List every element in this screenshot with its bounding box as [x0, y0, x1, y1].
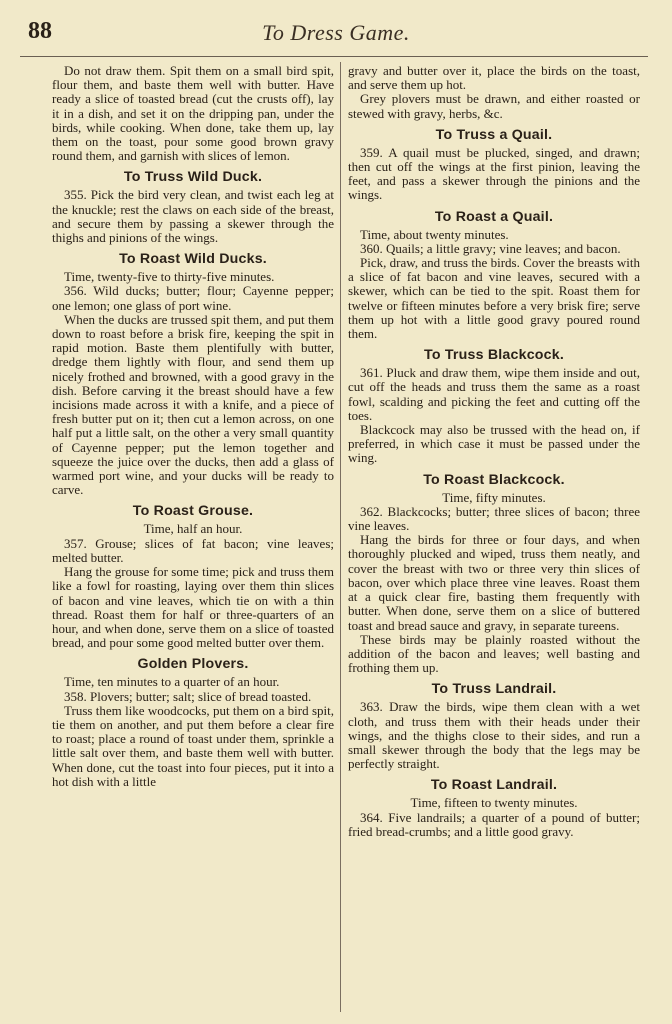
- header-rule: [20, 56, 648, 57]
- time-blackcock: Time, fifty minutes.: [442, 489, 546, 505]
- recipe-360-method: Pick, draw, and truss the birds. Cover the breasts with a slice of fat bacon and vine leaves, secured with a skewer, which can be tied to the spit. Roast them for twelve or fifteen minutes before a very brisk fire; serve them up hot with a little good gravy poured round them.: [348, 255, 640, 342]
- paragraph-intro: Do not draw them. Spit them on a small bird spit, flour them, and baste them well with butter. Have ready a slice of toasted bread (cut the crusts off), lay it in a dish, and set it on the dripping pan, under the birds, while cooking. When done, take them up, lay them on the toast, pour some good brown gravy round them, and garnish with slices of lemon.: [52, 63, 334, 164]
- heading-truss-wild-duck: To Truss Wild Duck.: [123, 169, 263, 186]
- time-quail: Time, about twenty minutes.: [360, 226, 509, 242]
- heading-roast-landrail: To Roast Landrail.: [430, 777, 558, 794]
- recipe-356: 356. Wild ducks; butter; flour; Cayenne pepper; one lemon; one glass of port wine.: [52, 283, 334, 313]
- heading-truss-quail: To Truss a Quail.: [435, 126, 553, 143]
- running-title: To Dress Game.: [262, 20, 410, 45]
- recipe-362-method: Hang the birds for three or four days, and when thoroughly plucked and wiped, truss them neatly, and cover the breast with two or three very thin slices of bacon, over which place three vine leaves. Roast them at a quick clear fire, basting them frequently with butter. When done, serve them on a slice of buttered toast and bread sauce and gravy, in separate tureens.: [348, 532, 640, 633]
- recipe-357: 357. Grouse; slices of fat bacon; vine leaves; melted butter.: [52, 535, 334, 565]
- recipe-361-note: Blackcock may also be trussed with the head on, if preferred, in which case it must be passed under the wing.: [348, 422, 640, 466]
- recipe-360: 360. Quails; a little gravy; vine leaves; and bacon.: [360, 240, 621, 256]
- time-wild-ducks: Time, twenty-five to thirty-five minutes.: [64, 269, 275, 285]
- recipe-361: 361. Pluck and draw them, wipe them inside and out, cut off the heads and truss them the same as a roast fowl, scalding and picking the feet and cutting off the toes.: [348, 365, 640, 423]
- recipe-358: 358. Plovers; butter; salt; slice of bread toasted.: [64, 688, 312, 704]
- time-plovers: Time, ten minutes to a quarter of an hour.: [64, 674, 280, 690]
- heading-roast-blackcock: To Roast Blackcock.: [423, 471, 565, 488]
- page-number: 88: [28, 18, 52, 44]
- left-column: [52, 64, 334, 789]
- time-grouse: Time, half an hour.: [143, 521, 243, 537]
- time-landrail: Time, fifteen to twenty minutes.: [410, 795, 578, 811]
- recipe-355: 355. Pick the bird very clean, and twist each leg at the knuckle; rest the claws on each side of the breast, and secure them by passing a skewer through the thighs and pinions of the wings.: [52, 187, 334, 246]
- heading-truss-blackcock: To Truss Blackcock.: [424, 347, 564, 364]
- recipe-359: 359. A quail must be plucked, singed, and drawn; then cut off the wings at the first pinion, leaving the feet, and pass a skewer through the pinions and the wings.: [348, 144, 640, 203]
- heading-roast-wild-ducks: To Roast Wild Ducks.: [119, 251, 267, 268]
- paragraph-continued: gravy and butter over it, place the birds on the toast, and serve them up hot.: [348, 63, 640, 93]
- recipe-357-method: Hang the grouse for some time; pick and truss them like a fowl for roasting, laying over them thin slices of bacon and vine leaves, which tie on with a thin thread. Roast them for half or three-quarters of an hour, and when done, serve them on a slice of toasted bread, and pour some good melted butter over them.: [52, 564, 334, 651]
- recipe-362-note: These birds may be plainly roasted without the addition of the bacon and leaves; well basting and frothing them up.: [348, 631, 640, 676]
- heading-truss-landrail: To Truss Landrail.: [431, 681, 557, 698]
- recipe-363: 363. Draw the birds, wipe them clean with a wet cloth, and truss them with their heads under their wings, and the thighs close to their sides, and run a small skewer through the body that the legs may be perfectly straight.: [348, 699, 640, 772]
- heading-roast-quail: To Roast a Quail.: [434, 208, 554, 225]
- recipe-364: 364. Five landrails; a quarter of a pound of butter; fried bread-crumbs; and a little good gravy.: [348, 809, 640, 839]
- recipe-358-method: Truss them like woodcocks, put them on a bird spit, tie them on another, and put them before a clear fire to roast; place a round of toast under them, sprinkle a little salt over them, and baste them well with butter. When done, cut the toast into four pieces, put it into a hot dish with a little: [52, 702, 334, 789]
- column-divider: [340, 62, 341, 1012]
- recipe-356-method: When the ducks are trussed spit them, and put them down to roast before a brisk fire, keeping the spit in rapid motion. Baste them plentifully with butter, dredge them lightly with flour, and send them up nicely frothed and browned, with a good gravy in the dish. Before carving it the breast should have a few incisions made across it with a knife, and a piece of fresh butter put on it; then cut a lemon across, on one half put a little salt, on the other a very small quantity of Cayenne pepper; put the lemon together and squeeze the juice over the ducks, then add a glass of warmed port wine, and your ducks will be ready to carve.: [52, 311, 334, 498]
- heading-roast-grouse: To Roast Grouse.: [132, 503, 254, 520]
- paragraph-grey-plovers: Grey plovers must be drawn, and either roasted or stewed with gravy, herbs, &c.: [348, 91, 640, 121]
- recipe-362: 362. Blackcocks; butter; three slices of bacon; three vine leaves.: [348, 503, 640, 534]
- page-header: [24, 18, 648, 50]
- right-column: [348, 64, 640, 839]
- heading-golden-plovers: Golden Plovers.: [137, 656, 249, 673]
